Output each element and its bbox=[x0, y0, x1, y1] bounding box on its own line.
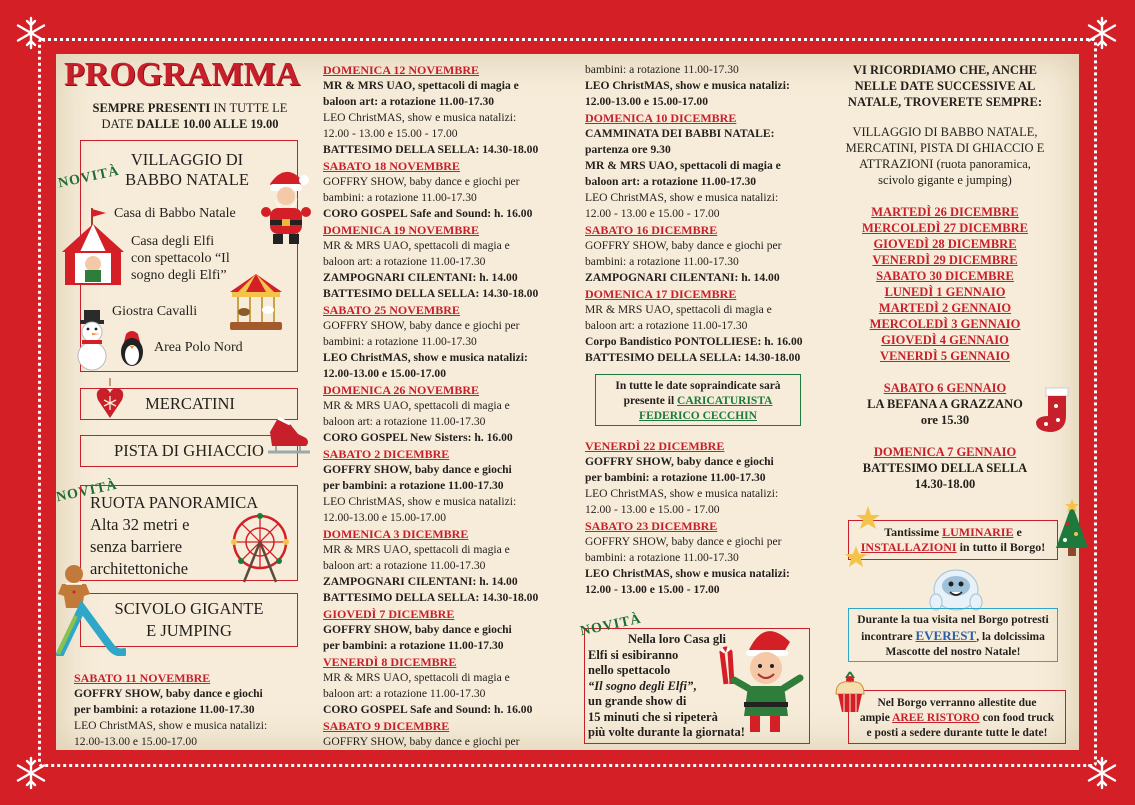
event-line: baloon art: a rotazione 11.00-17.30 bbox=[323, 95, 495, 108]
event-line: ZAMPOGNARI CILENTANI: h. 14.00 bbox=[585, 271, 780, 284]
event-line: GOFFRY SHOW, baby dance e giochi bbox=[74, 687, 263, 700]
event-line: CAMMINATA DEI BABBI NATALE: bbox=[585, 127, 775, 140]
event-line: ZAMPOGNARI CILENTANI: h. 14.00 bbox=[323, 575, 518, 588]
scivolo-text: SCIVOLO GIGANTE E JUMPING bbox=[114, 599, 264, 640]
date-item: MERCOLEDÌ 3 GENNAIO bbox=[869, 317, 1021, 331]
event-line: BATTESIMO DELLA SELLA: 14.30-18.00 bbox=[585, 351, 801, 364]
event-line: GOFFRY SHOW, baby dance e giochi per bbox=[323, 175, 520, 188]
event-line: LEO ChristMAS, show e musica natalizi: bbox=[585, 567, 790, 580]
event-line: LEO ChristMAS, show e musica natalizi: bbox=[585, 487, 779, 500]
event-line: 12.00-13.00 e 15.00-17.00 bbox=[74, 735, 198, 748]
date-item: MERCOLEDÌ 27 DICEMBRE bbox=[862, 221, 1028, 235]
yeti-mascot-icon bbox=[928, 562, 984, 614]
event-date: SABATO 11 NOVEMBRE bbox=[74, 671, 211, 685]
event-date: SABATO 16 DICEMBRE bbox=[585, 223, 718, 237]
page-title: PROGRAMMA bbox=[64, 56, 301, 93]
date-item: SABATO 30 DICEMBRE bbox=[876, 269, 1014, 283]
villaggio-title: VILLAGGIO DI BABBO NATALE bbox=[125, 150, 249, 189]
snowflake-icon bbox=[14, 756, 48, 790]
event-date: DOMENICA 10 DICEMBRE bbox=[585, 111, 737, 125]
event-line: GOFFRY SHOW, baby dance e giochi bbox=[323, 463, 512, 476]
ricordiamo-title: VI RICORDIAMO CHE, ANCHE NELLE DATE SUCCESSIVE AL NATALE, TROVERETE SEMPRE: bbox=[847, 63, 1043, 109]
event-line: MR & MRS UAO, spettacoli di magia e bbox=[585, 159, 781, 172]
event-line: per bambini: a rotazione 11.00-17.30 bbox=[585, 471, 766, 484]
star-icon bbox=[842, 504, 882, 572]
event-date: DOMENICA 19 NOVEMBRE bbox=[323, 223, 480, 237]
event-line: GOFFRY SHOW, baby dance e giochi per bbox=[585, 239, 782, 252]
novita-badge: NOVITÀ bbox=[55, 477, 119, 506]
date-item: MARTEDÌ 2 GENNAIO bbox=[878, 301, 1012, 315]
event-line: CORO GOSPEL New Sisters: h. 16.00 bbox=[323, 431, 513, 444]
ice-skate-icon bbox=[264, 412, 314, 458]
sempre-list: VILLAGGIO DI BABBO NATALE, MERCATINI, PISTA DI GHIACCIO E ATTRAZIONI (ruota panoramica, scivolo gigante e jumping) bbox=[845, 125, 1045, 187]
date-item: GIOVEDÌ 28 DICEMBRE bbox=[873, 237, 1017, 251]
event-line: baloon art: a rotazione 11.00-17.30 bbox=[585, 319, 748, 332]
schedule-column-2 bbox=[323, 62, 538, 750]
event-line: baloon art: a rotazione 11.00-17.30 bbox=[585, 175, 757, 188]
event-line: LEO ChristMAS, show e musica natalizi: bbox=[585, 191, 779, 204]
schedule-column-3b bbox=[585, 438, 790, 598]
event-line: LEO ChristMAS, show e musica natalizi: bbox=[585, 79, 790, 92]
event-line: MR & MRS UAO, spettacoli di magia e bbox=[585, 303, 772, 316]
event-line: MR & MRS UAO, spettacoli di magia e bbox=[323, 239, 510, 252]
event-line: baloon art: a rotazione 11.00-17.30 bbox=[323, 415, 486, 428]
event-line: Corpo Bandistico PONTOLLIESE: h. 16.00 bbox=[585, 335, 803, 348]
date-item: VENERDÌ 5 GENNAIO bbox=[880, 349, 1010, 363]
event-date: SABATO 18 NOVEMBRE bbox=[323, 159, 460, 173]
cupcake-icon bbox=[832, 668, 868, 716]
event-date: DOMENICA 12 NOVEMBRE bbox=[323, 63, 480, 77]
event-date: SABATO 23 DICEMBRE bbox=[585, 519, 718, 533]
event-date: SABATO 9 DICEMBRE bbox=[323, 719, 450, 733]
sella-block: DOMENICA 7 GENNAIO BATTESIMO DELLA SELLA 14.30-18.00 bbox=[862, 445, 1028, 491]
event-line: per bambini: a rotazione 11.00-17.30 bbox=[323, 639, 504, 652]
date-item: LUNEDÌ 1 GENNAIO bbox=[884, 285, 1006, 299]
event-line: bambini: a rotazione 11.00-17.30 bbox=[323, 335, 477, 348]
event-line: BATTESIMO DELLA SELLA: 14.30-18.00 bbox=[323, 143, 539, 156]
carousel-icon bbox=[228, 272, 284, 332]
snowman-icon bbox=[72, 308, 112, 372]
event-line: bambini: a rotazione 11.00-17.30 bbox=[585, 255, 739, 268]
event-line: bambini: a rotazione 11.00-17.30 bbox=[585, 63, 739, 76]
event-line: BATTESIMO DELLA SELLA: 14.30-18.00 bbox=[323, 287, 539, 300]
event-date: VENERDÌ 22 DICEMBRE bbox=[585, 439, 725, 453]
event-date: DOMENICA 26 NOVEMBRE bbox=[323, 383, 480, 397]
event-line: 12.00 - 13.00 e 15.00 - 17.00 bbox=[585, 503, 720, 516]
event-line: baloon art: a rotazione 11.00-17.30 bbox=[323, 255, 486, 268]
luminarie-box: Tantissime LUMINARIE e INSTALLAZIONI in tutto il Borgo! bbox=[848, 520, 1058, 560]
event-line: BATTESIMO DELLA SELLA: 14.30-18.00 bbox=[323, 591, 539, 604]
event-line: 12.00 - 13.00 e 15.00 - 17.00 bbox=[585, 583, 720, 596]
novita-badge: NOVITÀ bbox=[57, 163, 121, 192]
event-date: VENERDÌ 8 DICEMBRE bbox=[323, 655, 457, 669]
snowflake-icon bbox=[1085, 16, 1119, 50]
santa-claus-icon bbox=[256, 162, 314, 246]
event-line: LEO ChristMAS, show e musica natalizi: bbox=[323, 351, 528, 364]
event-date: SABATO 2 DICEMBRE bbox=[323, 447, 450, 461]
event-line: MR & MRS UAO, spettacoli di magia e bbox=[323, 543, 510, 556]
event-line: 12.00 - 13.00 e 15.00 - 17.00 bbox=[323, 127, 458, 140]
event-line: bambini: a rotazione 11.00-17.30 bbox=[585, 551, 739, 564]
christmas-tree-icon bbox=[1052, 498, 1092, 558]
villaggio-item: Giostra Cavalli bbox=[112, 304, 198, 319]
event-line: 12.00 - 13.00 e 15.00 - 17.00 bbox=[585, 207, 720, 220]
event-line: baloon art: a rotazione 11.00-17.30 bbox=[323, 687, 486, 700]
event-line: MR & MRS UAO, spettacoli di magia e bbox=[323, 399, 510, 412]
event-date: DOMENICA 3 DICEMBRE bbox=[323, 527, 469, 541]
mercatini-label: MERCATINI bbox=[145, 394, 235, 413]
event-line: GOFFRY SHOW, baby dance e giochi bbox=[323, 623, 512, 636]
event-line: bambini: a rotazione 11.00-17.30 bbox=[323, 191, 477, 204]
befana-block: SABATO 6 GENNAIO LA BEFANA A GRAZZANO ore 15.30 bbox=[867, 381, 1023, 427]
event-line: per bambini: a rotazione 11.00-17.30 bbox=[74, 703, 255, 716]
post-christmas-dates bbox=[830, 204, 1060, 364]
stocking-icon bbox=[1030, 386, 1078, 436]
villaggio-item: Casa degli Elfi con spettacolo “Il sogno degli Elfi” bbox=[131, 234, 230, 283]
event-line: LEO ChristMAS, show e musica natalizi: bbox=[323, 111, 517, 124]
date-item: VENERDÌ 29 DICEMBRE bbox=[872, 253, 1018, 267]
event-line: GOFFRY SHOW, baby dance e giochi per bbox=[585, 535, 782, 548]
event-line: baloon art: a rotazione 11.00-17.30 bbox=[323, 559, 486, 572]
villaggio-item: Area Polo Nord bbox=[154, 340, 243, 355]
gingerbread-slide-icon bbox=[52, 564, 126, 656]
event-date: GIOVEDÌ 7 DICEMBRE bbox=[323, 607, 455, 621]
elfi-text: Nella loro Casa gli Elfi si esibiranno nello spettacolo “Il sogno degli Elfi”, un grande show di 15 minuti che si ripeterà più volte durante la giornata! bbox=[588, 632, 745, 739]
date-item: GIOVEDÌ 4 GENNAIO bbox=[881, 333, 1009, 347]
ristoro-box: Nel Borgo verranno allestite due ampie AREE RISTORO con food truck e posti a sedere durante tutte le date! bbox=[848, 690, 1066, 744]
event-line: 12.00-13.00 e 15.00-17.00 bbox=[323, 367, 447, 380]
event-line: MR & MRS UAO, spettacoli di magia e bbox=[323, 79, 519, 92]
event-line: GOFFRY SHOW, baby dance e giochi per bbox=[323, 735, 520, 748]
event-line: CORO GOSPEL Safe and Sound: h. 16.00 bbox=[323, 207, 533, 220]
event-date: DOMENICA 17 DICEMBRE bbox=[585, 287, 737, 301]
event-line: per bambini: a rotazione 11.00-17.30 bbox=[323, 479, 504, 492]
intro-text: SEMPRE PRESENTI IN TUTTE LE DATE DALLE 10.00 ALLE 19.00 bbox=[92, 101, 288, 131]
elf-icon bbox=[708, 622, 808, 738]
ruota-text: RUOTA PANORAMICA Alta 32 metri e senza barriere architettoniche bbox=[90, 493, 259, 578]
event-line: 12.00-13.00 e 15.00-17.00 bbox=[323, 511, 447, 524]
event-line: 12.00-13.00 e 15.00-17.00 bbox=[585, 95, 709, 108]
villaggio-item: Casa di Babbo Natale bbox=[114, 206, 236, 221]
event-date: SABATO 25 NOVEMBRE bbox=[323, 303, 460, 317]
schedule-column-1 bbox=[74, 670, 267, 750]
schedule-column-3a bbox=[585, 62, 803, 366]
event-line: MR & MRS UAO, spettacoli di magia e bbox=[323, 671, 510, 684]
event-line: LEO ChristMAS, show e musica natalizi: bbox=[323, 495, 517, 508]
event-line: GOFFRY SHOW, baby dance e giochi per bbox=[323, 319, 520, 332]
event-line: LEO ChristMAS, show e musica natalizi: bbox=[74, 719, 268, 732]
circus-tent-icon bbox=[58, 222, 128, 288]
everest-box: Durante la tua visita nel Borgo potresti incontrare EVEREST, la dolcissima Mascotte del nostro Natale! bbox=[848, 608, 1058, 662]
date-item: MARTEDÌ 26 DICEMBRE bbox=[871, 205, 1019, 219]
snowflake-icon bbox=[14, 16, 48, 50]
caricaturista-box: In tutte le date sopraindicate sarà presente il CARICATURISTA FEDERICO CECCHIN bbox=[595, 374, 801, 426]
novita-badge: NOVITÀ bbox=[579, 611, 643, 640]
penguin-icon bbox=[118, 328, 146, 368]
event-line: ZAMPOGNARI CILENTANI: h. 14.00 bbox=[323, 271, 518, 284]
event-line: GOFFRY SHOW, baby dance e giochi bbox=[585, 455, 774, 468]
event-line: partenza ore 9.30 bbox=[585, 143, 671, 156]
pista-label: PISTA DI GHIACCIO bbox=[114, 441, 264, 460]
snowflake-icon bbox=[1085, 756, 1119, 790]
event-line: CORO GOSPEL Safe and Sound: h. 16.00 bbox=[323, 703, 533, 716]
ferris-wheel-icon bbox=[228, 512, 292, 584]
